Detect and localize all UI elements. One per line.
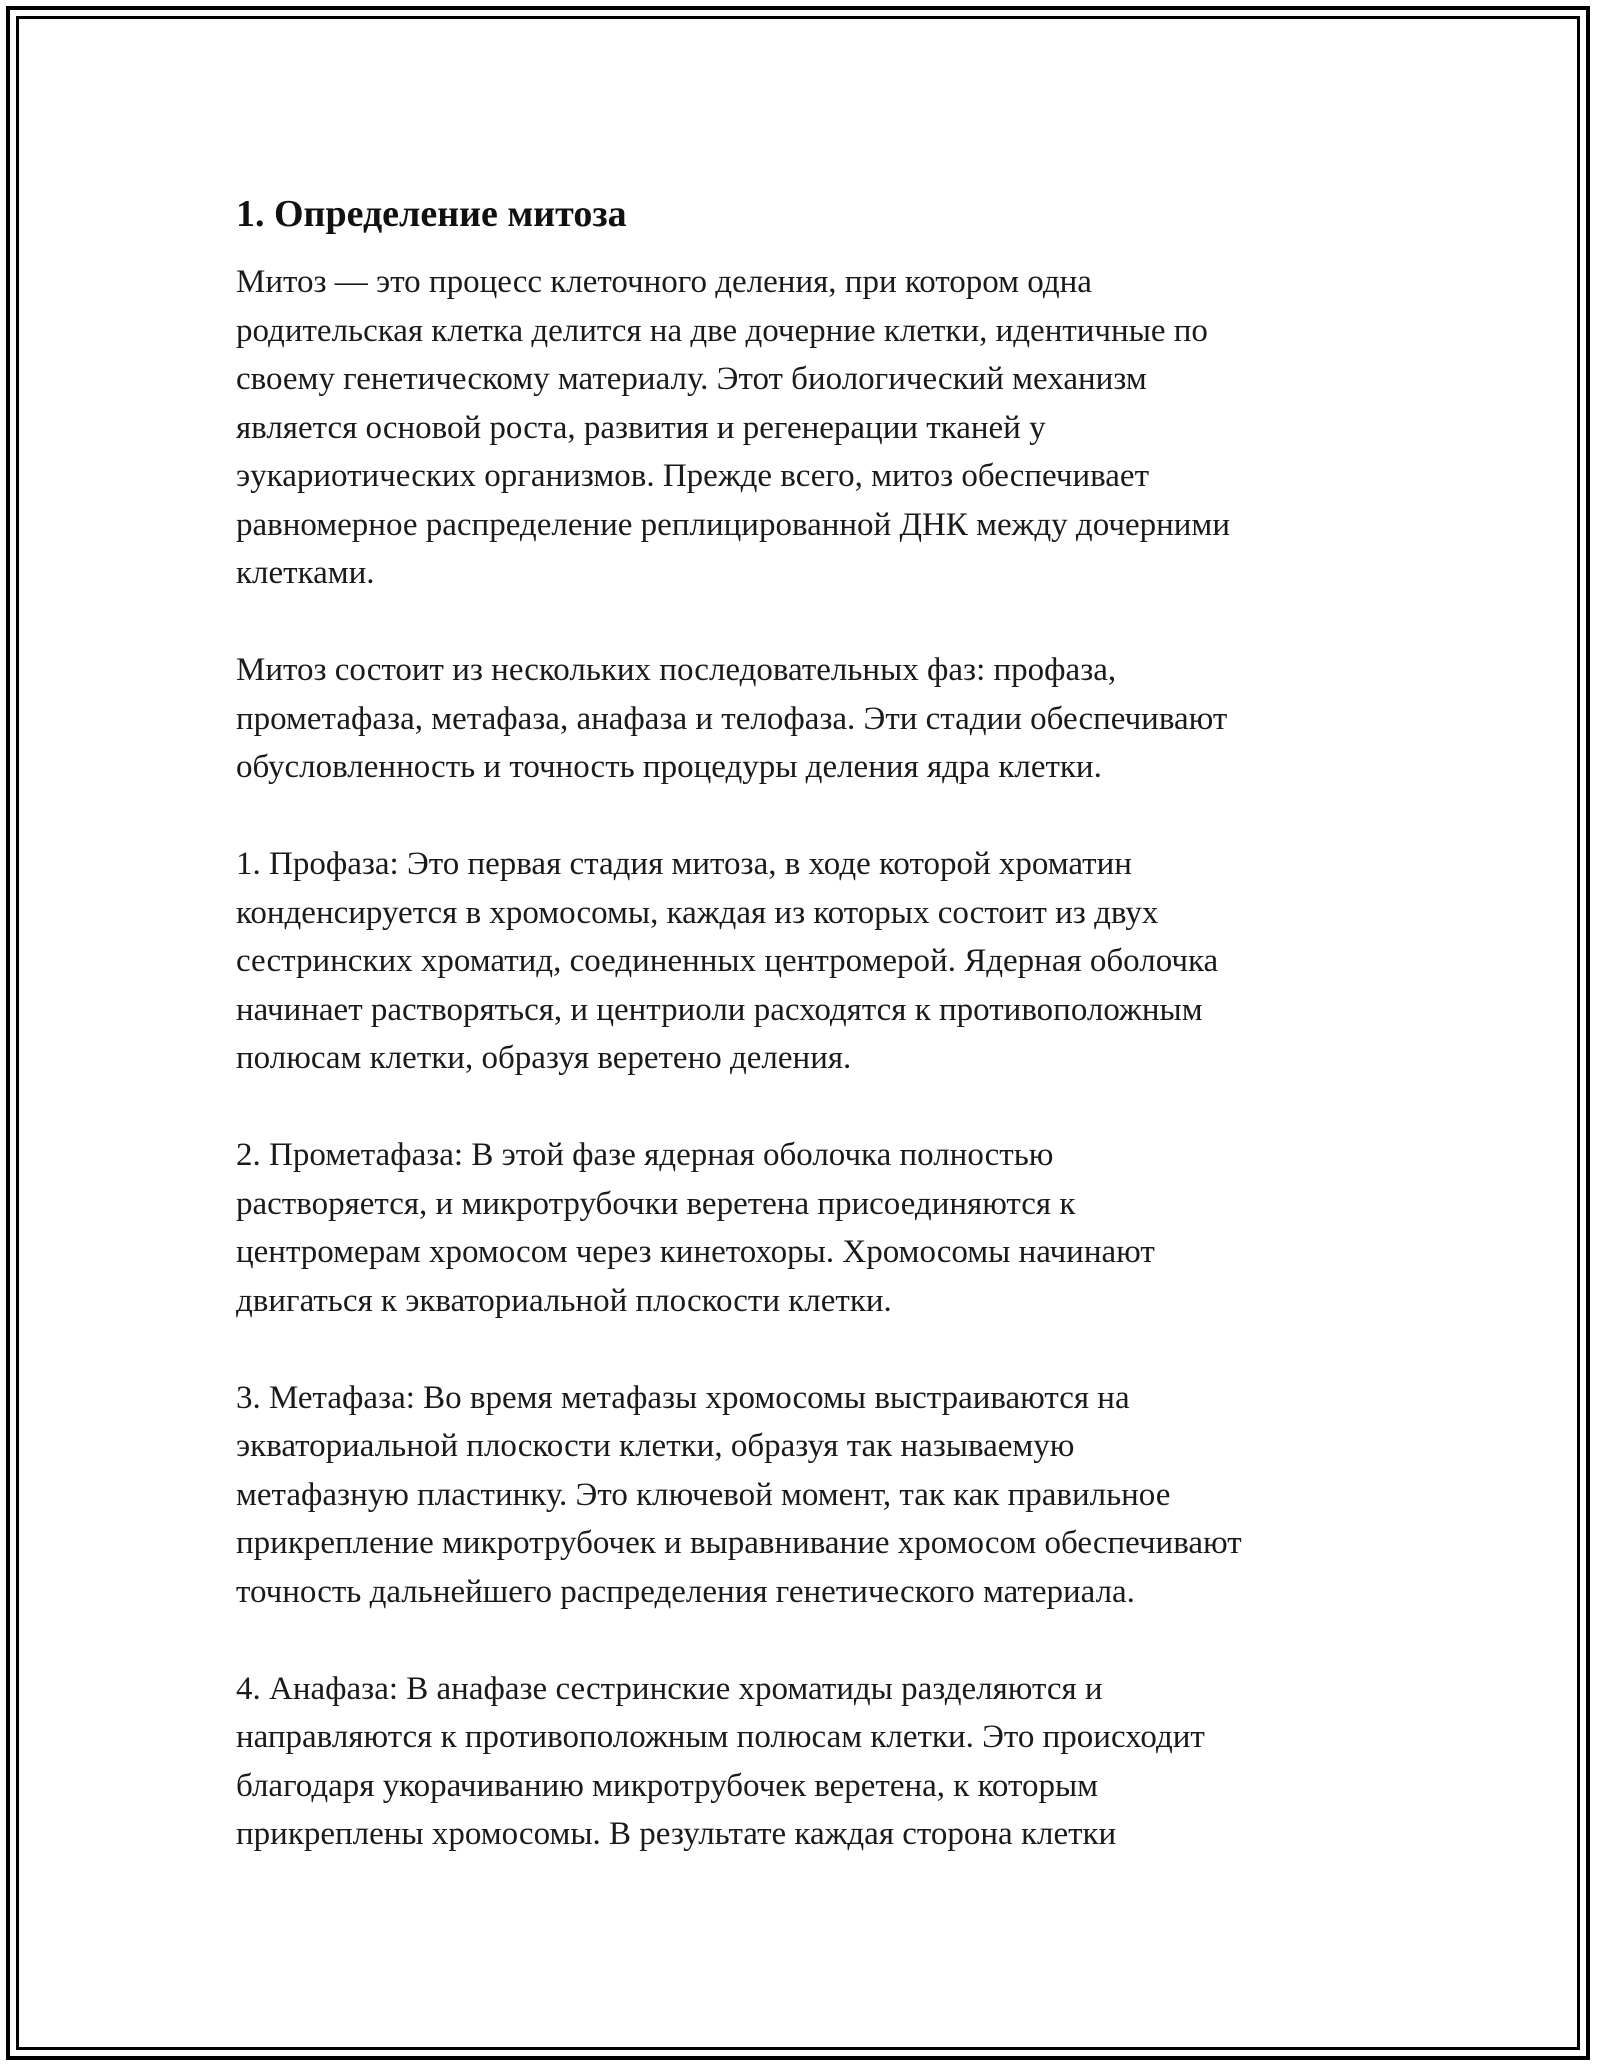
paragraph-line: прикрепление микротрубочек и выравнивание хромосом обеспечивают: [236, 1525, 1242, 1561]
paragraph-line: Митоз — это процесс клеточного деления, при котором одна: [236, 264, 1092, 300]
paragraph-line: прикреплены хромосомы. В результате каждая сторона клетки: [236, 1816, 1117, 1852]
paragraph-line: конденсируется в хромосомы, каждая из которых состоит из двух: [236, 894, 1159, 931]
paragraph-line: точность дальнейшего распределения генетического материала.: [236, 1573, 1135, 1610]
paragraph-line: центромерам хромосом через кинетохоры. Хромосомы начинают: [236, 1234, 1155, 1270]
paragraph-line: эукариотических организмов. Прежде всего, митоз обеспечивает: [236, 458, 1149, 494]
paragraph-line: полюсам клетки, образуя веретено деления.: [236, 1040, 852, 1076]
paragraph-line: прометафаза, метафаза, анафаза и телофаза. Эти стадии обеспечивают: [236, 700, 1228, 737]
paragraph-line: равномерное распределение реплицированной ДНК между дочерними: [236, 506, 1230, 543]
paragraph-line: родительская клетка делится на две дочерние клетки, идентичные по: [236, 312, 1208, 349]
paragraph-line: 3. Метафаза: Во время метафазы хромосомы выстраиваются на: [236, 1379, 1130, 1416]
paragraph-line: направляются к противоположным полюсам клетки. Это происходит: [236, 1719, 1205, 1755]
paragraph-phases-overview: [236, 646, 1366, 792]
paragraph-prometaphase: [236, 1131, 1366, 1325]
paragraph-metaphase: [236, 1374, 1366, 1617]
paragraph-line: благодаря укорачиванию микротрубочек веретена, к которым: [236, 1767, 1099, 1804]
paragraph-line: экваториальной плоскости клетки, образуя так называемую: [236, 1428, 1075, 1464]
paragraph-definition: [236, 258, 1366, 598]
document-body: [236, 188, 1366, 1907]
paragraph-line: является основой роста, развития и регенерации тканей у: [236, 409, 1046, 446]
paragraph-line: начинает растворяться, и центриоли расходятся к противоположным: [236, 991, 1203, 1028]
paragraph-line: сестринских хроматид, соединенных центромерой. Ядерная оболочка: [236, 943, 1219, 979]
paragraph-prophase: [236, 840, 1366, 1083]
paragraph-line: 1. Профаза: Это первая стадия митоза, в ходе которой хроматин: [236, 846, 1132, 882]
paragraph-line: метафазную пластинку. Это ключевой момент, так как правильное: [236, 1476, 1171, 1513]
paragraph-line: клетками.: [236, 555, 375, 591]
section-heading: 1. Определение митоза: [236, 193, 627, 235]
paragraph-line: обусловленность и точность процедуры деления ядра клетки.: [236, 749, 1102, 785]
paragraph-line: 4. Анафаза: В анафазе сестринские хроматиды разделяются и: [236, 1670, 1103, 1707]
paragraph-line: двигаться к экваториальной плоскости клетки.: [236, 1282, 892, 1319]
paragraph-line: Митоз состоит из нескольких последовательных фаз: профаза,: [236, 652, 1117, 688]
paragraph-line: 2. Прометафаза: В этой фазе ядерная оболочка полностью: [236, 1137, 1054, 1173]
paragraph-anaphase: [236, 1665, 1366, 1859]
paragraph-line: своему генетическому материалу. Этот биологический механизм: [236, 361, 1147, 397]
paragraph-line: растворяется, и микротрубочки веретена присоединяются к: [236, 1185, 1076, 1222]
